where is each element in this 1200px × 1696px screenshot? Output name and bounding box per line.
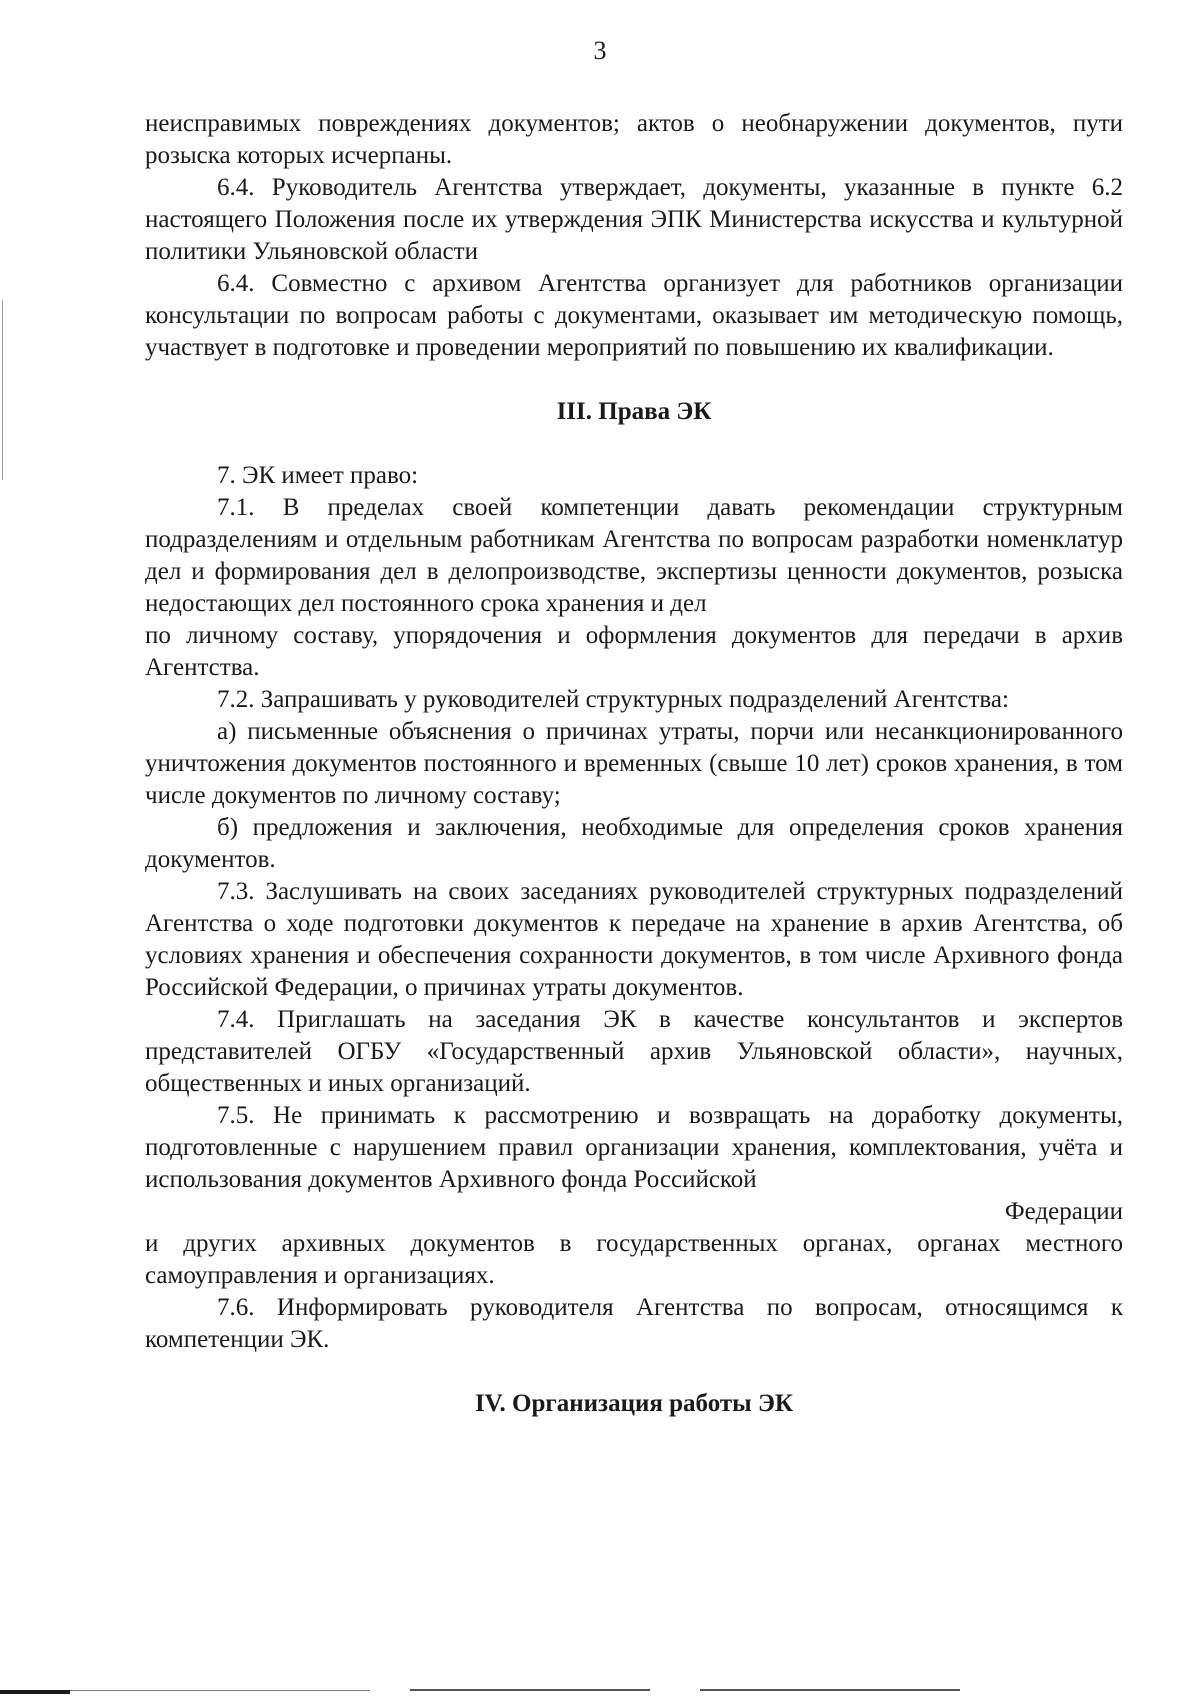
paragraph-7-6: 7.6. Информировать руководителя Агентства по вопросам, относящимся к компетенции ЭК. xyxy=(145,1294,1123,1353)
paragraph-7-4: 7.4. Приглашать на заседания ЭК в качестве консультантов и экспертов представителей ОГБУ «Государственный архив Ульяновской области», научных, общественных и иных организаций. xyxy=(145,1006,1123,1097)
paragraph-7: 7. ЭК имеет право: xyxy=(217,462,419,489)
paragraph-7-5: 7.5. Не принимать к рассмотрению и возвращать на доработку документы, подготовленные с нарушением правил организации хранения, комплектования, учёта и использования документов Архивного фонда Российской xyxy=(145,1102,1123,1193)
scan-bottom-line-right xyxy=(700,1689,960,1691)
scan-bottom-line-left xyxy=(0,1690,70,1694)
paragraph-7-2-a: а) письменные объяснения о причинах утраты, порчи или несанкционированного уничтожения документов постоянного и временных (свыше 10 лет) сроков хранения, в том числе документов по личному составу; xyxy=(145,718,1123,809)
document-body xyxy=(145,108,1123,1420)
section-heading-rights: III. Права ЭК xyxy=(556,398,712,425)
paragraph-7-3: 7.3. Заслушивать на своих заседаниях руководителей структурных подразделений Агентства о ходе подготовки документов к передаче на хранение в архив Агентства, об условиях хранения и обеспечения сохранности документов, в том числе Архивного фонда Российской Федерации, о причинах утраты документов. xyxy=(145,878,1123,1001)
paragraph-7-1-cont: по личному составу, упорядочения и оформления документов для передачи в архив Агентства. xyxy=(145,622,1123,681)
paragraph-7-1: 7.1. В пределах своей компетенции давать рекомендации структурным подразделениям и отдельным работникам Агентства по вопросам разработки номенклатур дел и формирования дел в делопроизводстве, экспертизы ценности документов, розыска недостающих дел постоянного срока хранения и дел xyxy=(145,494,1123,617)
scan-bottom-line-mid xyxy=(410,1689,650,1691)
paragraph-7-2: 7.2. Запрашивать у руководителей структурных подразделений Агентства: xyxy=(217,686,1009,713)
paragraph-7-5-cont: и других архивных документов в государственных органах, органах местного самоуправления и организациях. xyxy=(145,1230,1123,1289)
scan-bottom-line-dotted xyxy=(70,1690,370,1691)
page-number: 3 xyxy=(593,36,607,65)
paragraph-continuation: неисправимых повреждениях документов; актов о необнаружении документов, пути розыска которых исчерпаны. xyxy=(145,110,1123,169)
scan-edge-mark xyxy=(2,300,3,480)
section-heading-organization: IV. Организация работы ЭК xyxy=(474,1390,794,1417)
paragraph-6-4-consultations: 6.4. Совместно с архивом Агентства организует для работников организации консультации по вопросам работы с документами, оказывает им методическую помощь, участвует в подготовке и проведении мероприятий по повышению их квалификации. xyxy=(145,270,1123,361)
paragraph-7-5-federation: Федерации xyxy=(1004,1198,1123,1225)
paragraph-7-2-b: б) предложения и заключения, необходимые для определения сроков хранения документов. xyxy=(145,814,1123,873)
paragraph-6-4-approval: 6.4. Руководитель Агентства утверждает, документы, указанные в пункте 6.2 настоящего Положения после их утверждения ЭПК Министерства искусства и культурной политики Ульяновской области xyxy=(145,174,1123,265)
